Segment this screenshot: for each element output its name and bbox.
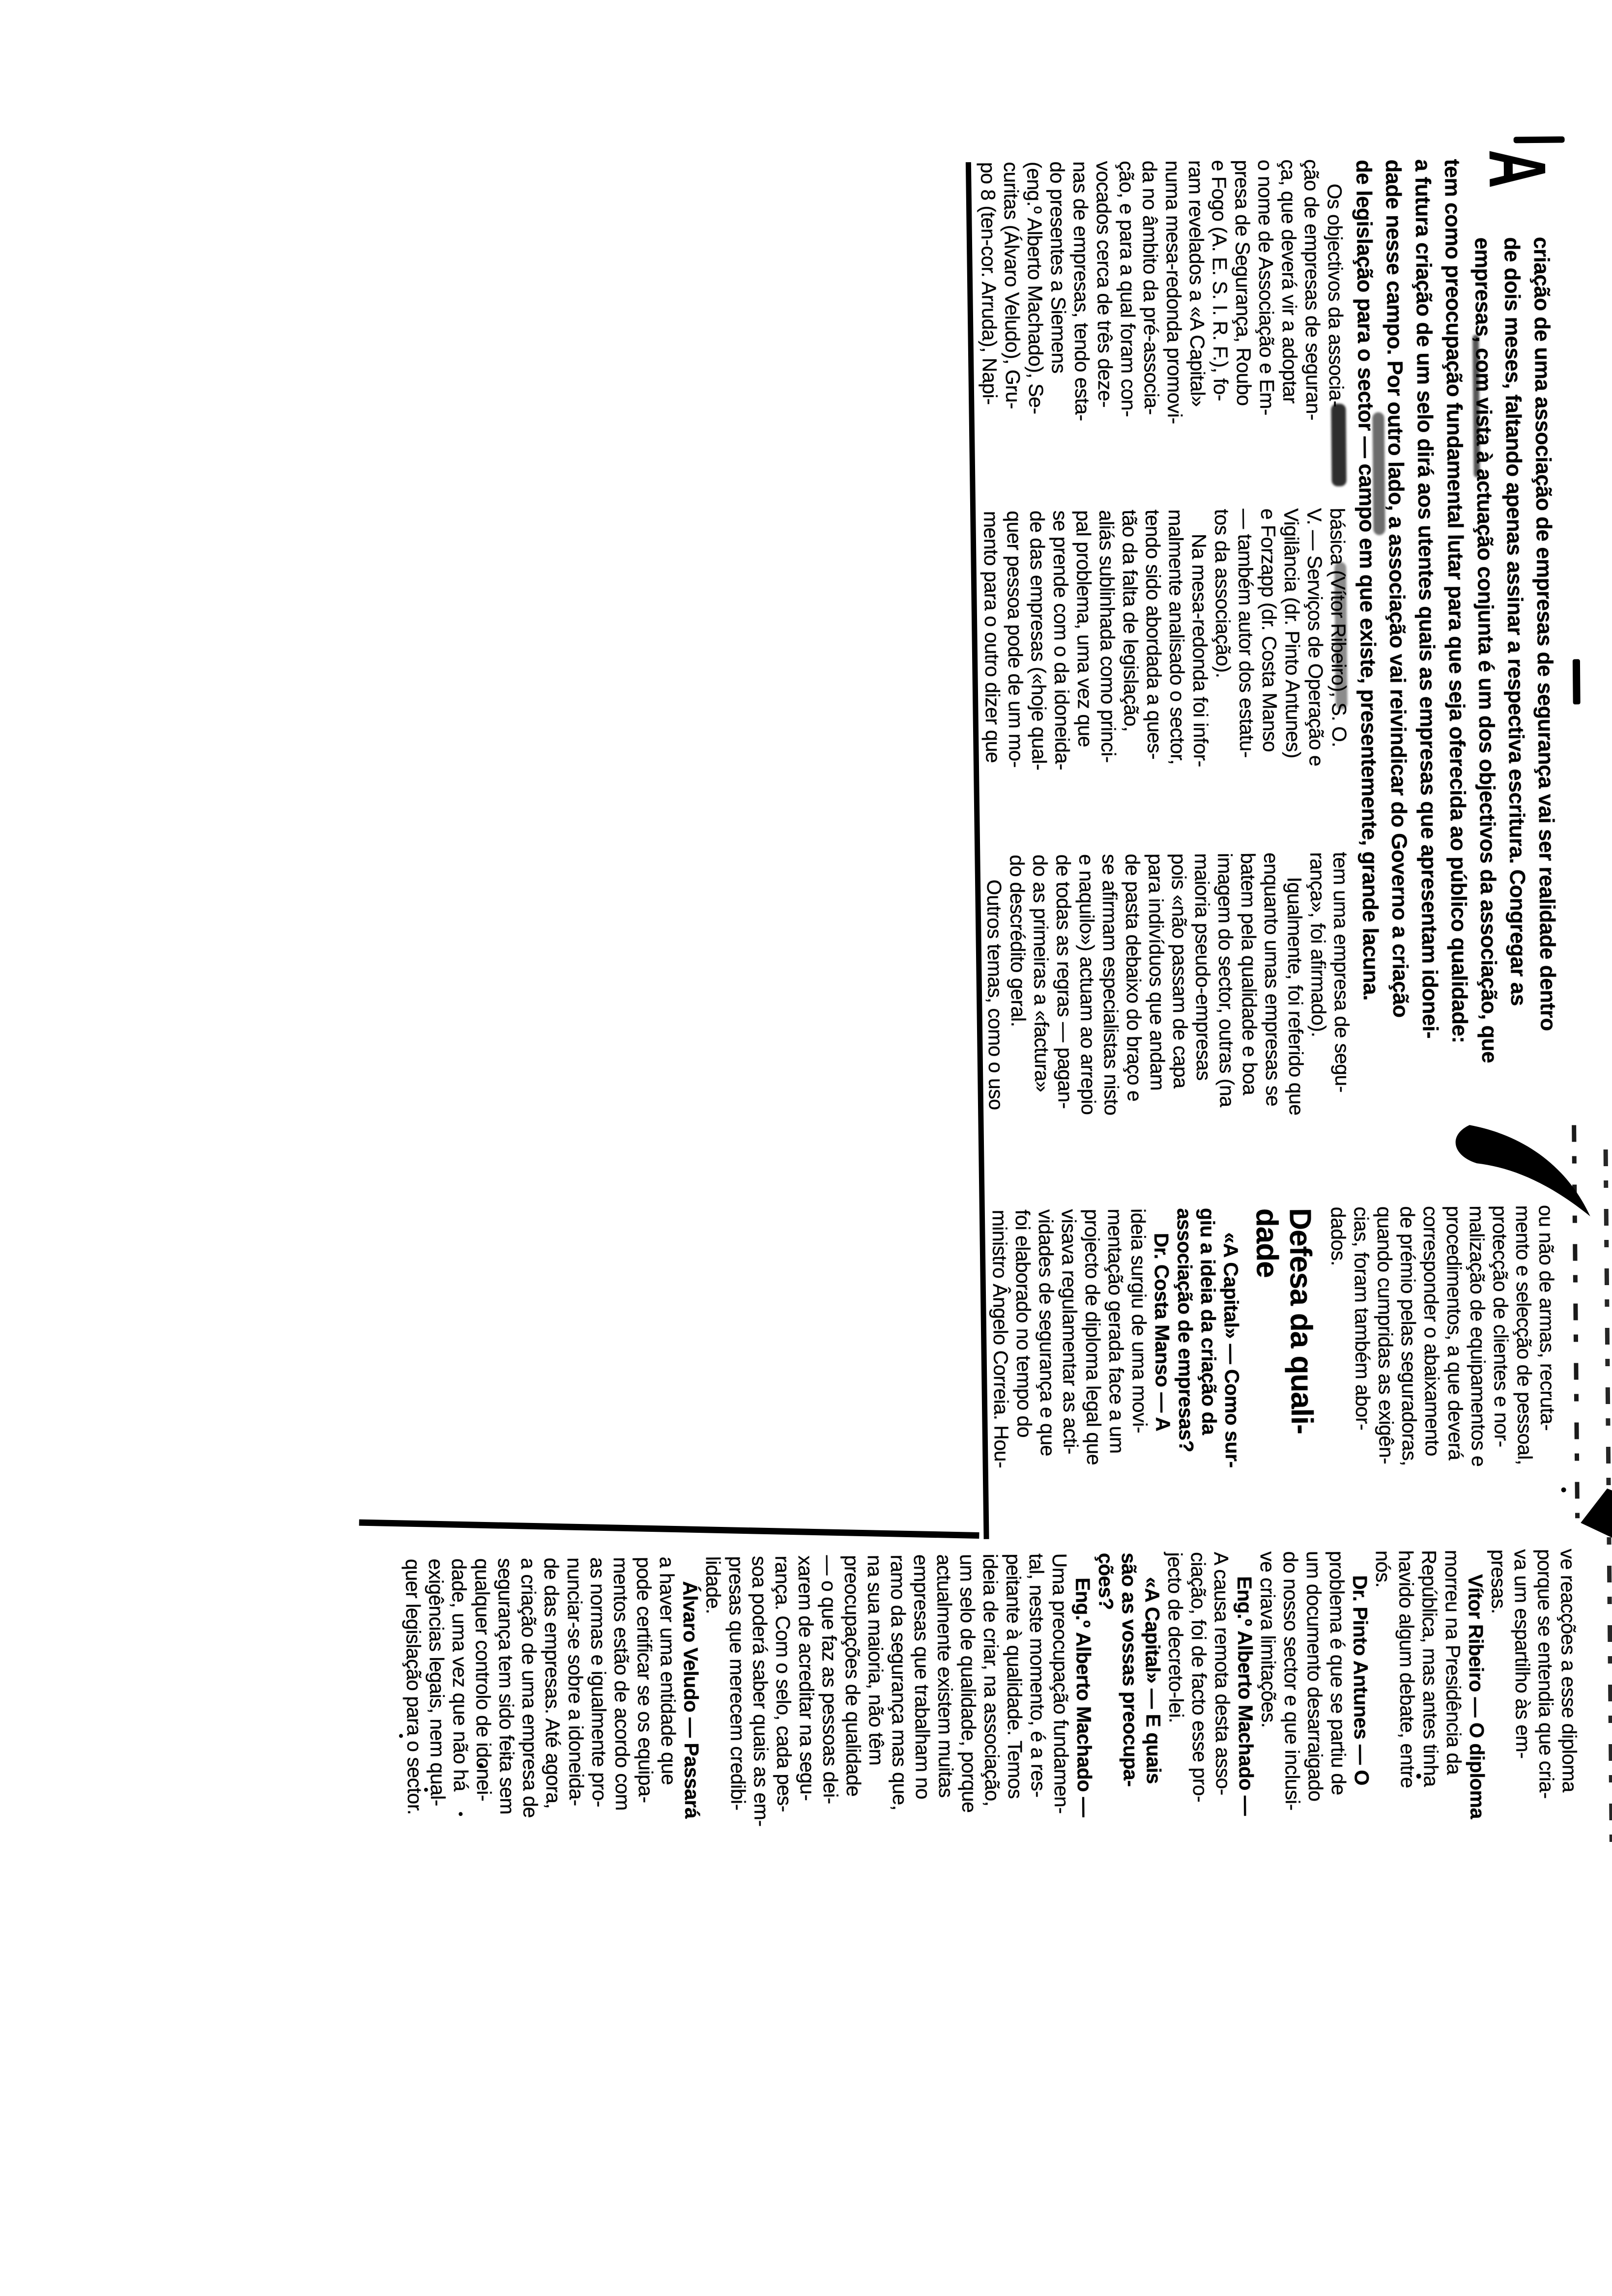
text-line: do nosso sector e que inclusi- (1279, 1551, 1304, 1811)
text-line: na sua maioria, não têm (863, 1554, 888, 1766)
text-line: ciação, foi de facto esse pro- (1186, 1551, 1212, 1803)
text-line: imagem do sector, outras (na (1213, 853, 1238, 1107)
text-line: (eng.º Alberto Machado), Se- (1022, 161, 1048, 414)
text-line: preocupações de qualidade (840, 1555, 865, 1797)
text-line: segurança tem sido feita sem (493, 1558, 519, 1815)
text-line: de das empresas. Até agora, (540, 1557, 565, 1809)
text-line: pois «não passam de capa (1167, 853, 1192, 1089)
torn-edge-mark (1573, 659, 1581, 704)
text-line: criação de uma associação de empresas de segurança vai ser realidade dentro (1529, 236, 1560, 1031)
text-line: ramo da segurança mas que, (886, 1554, 912, 1810)
text-line: do descrédito geral. (1006, 855, 1030, 1027)
text-line: corresponder o abaixamento (1419, 1205, 1444, 1457)
text-line: básica (Vítor Ribeiro), S. O. (1326, 508, 1351, 747)
text-line: malmente analisado o sector, (1164, 509, 1189, 765)
text-line: protecção de clientes e nor- (1488, 1205, 1513, 1447)
text-line: havido algum debate, entre (1394, 1550, 1419, 1788)
text-line: um selo de qualidade, porque (955, 1554, 981, 1813)
text-line: são as vossas preocupa- (1117, 1552, 1142, 1787)
text-line: do presentes a Siemens (1045, 161, 1070, 373)
text-line: ideia de criar, na associação, (979, 1553, 1004, 1807)
text-line: ve criava limitações. (1256, 1551, 1280, 1728)
column-rule-vertical (359, 1520, 979, 1539)
text-line: ça, que deverá vir a adoptar (1276, 159, 1302, 404)
text-line: Álvaro Veludo — Passará (679, 1580, 704, 1819)
text-line: tem como preocupação fundamental lutar para que seja oferecida ao público qualidade: (1439, 159, 1472, 1043)
text-line: Os objectivos da associa- (1323, 183, 1348, 407)
text-line: «A Capital» — E quais (1141, 1577, 1165, 1784)
text-line: exigências legais, nem qual- (424, 1558, 450, 1807)
text-line: Dr. Pinto Antunes — O (1349, 1575, 1373, 1786)
text-line: Eng.º Alberto Machado — (1233, 1576, 1258, 1816)
text-line: pal problema, uma vez que (1072, 510, 1097, 747)
text-line: rança», foi afirmado). (1306, 852, 1330, 1037)
section-heading (1250, 1208, 1320, 1536)
text-line: batem pela qualidade e boa (1237, 852, 1262, 1095)
text-line: soa poderá saber quais as em- (748, 1555, 773, 1827)
text-line: de pasta debaixo do braço e (1121, 854, 1146, 1102)
text-line: dados. (1326, 1206, 1350, 1266)
text-line: vocados cerca de três deze- (1092, 161, 1117, 408)
text-line: ção de empresas de seguran- (1299, 159, 1325, 421)
text-line: Eng.º Alberto Machado — (1071, 1577, 1096, 1817)
text-line: ção, e para a qual foram con- (1115, 161, 1140, 417)
text-line: e Fogo (A. E. S. I. R. F.), fo- (1207, 160, 1233, 402)
text-line: mento e selecção de pessoal, (1511, 1205, 1537, 1465)
column-4-lower-text (988, 1207, 1245, 1538)
article-column-4 (988, 1205, 1560, 1538)
text-line: giu a ideia da criação da (1196, 1207, 1221, 1435)
text-line: Igualmente, foi referido que (1283, 877, 1308, 1116)
article-column-5 (401, 1549, 1582, 1887)
text-line: — também autor dos estatu- (1234, 508, 1259, 758)
text-line: quer legislação para o sector. (401, 1558, 427, 1815)
text-line: para indivíduos que andam (1144, 853, 1169, 1091)
text-line: a criação de uma empresa de (517, 1557, 542, 1818)
text-line: nas de empresas, tendo esta- (1068, 161, 1094, 421)
text-line: visava regulamentar as acti- (1057, 1209, 1082, 1455)
text-line: a futura criação de um selo dirá aos utentes quais as empresas que apresentam idonei- (1410, 159, 1442, 1039)
text-line: ve reacções a esse diploma (1556, 1549, 1581, 1792)
text-line: Vigilância (dr. Pinto Antunes) (1280, 508, 1305, 759)
text-line: malização de equipamentos e (1465, 1205, 1491, 1467)
text-line: tão da falta de legislação, (1118, 510, 1143, 732)
text-line: dade nesse campo. Por outro lado, a associação vai reivindicar do Governo a criação (1381, 159, 1413, 1018)
text-line: e Forzapp (dr. Costa Manso (1257, 508, 1282, 752)
text-line: da no âmbito da pré-associa- (1138, 160, 1163, 415)
text-line: presas que merecem credibi- (724, 1556, 750, 1810)
article-column-3 (982, 852, 1354, 1183)
text-line: peitante à qualidade. Temos (1002, 1553, 1027, 1799)
text-line: de prémio pelas seguradoras, (1396, 1206, 1421, 1466)
text-line: e naquilo») actuam ao arrepio (1075, 854, 1100, 1115)
text-line: associação de empresas? (1173, 1208, 1198, 1453)
text-line: foi elaborado no tempo do (1011, 1209, 1036, 1438)
text-line: o nome de Associação e Em- (1253, 159, 1279, 416)
text-line: tos da associação). (1210, 509, 1235, 678)
text-line: enquanto umas empresas se (1260, 852, 1285, 1107)
text-line: presa de Segurança, Roubo (1230, 160, 1256, 406)
text-line: maioria pseudo-empresas (1190, 853, 1215, 1081)
text-line: um documento desarraigado (1302, 1550, 1327, 1802)
text-line: se afirmam especialistas nisto (1098, 854, 1123, 1116)
lede-paragraph (1349, 158, 1564, 1153)
ink-smear-mark (1514, 136, 1565, 143)
text-line: dade, uma vez que não há (447, 1558, 472, 1791)
text-line: lidade. (701, 1556, 725, 1614)
text-line: empresas, com vista à actuação conjunta é um dos objectivos da associação, que (1470, 237, 1502, 1063)
text-line: ou não de armas, recruta- (1534, 1205, 1559, 1431)
text-line: jecto de decreto-lei. (1163, 1552, 1188, 1723)
text-line: actualmente existem muitas (932, 1554, 958, 1798)
text-line: Dr. Costa Manso — A (1150, 1233, 1175, 1432)
text-line: tem uma empresa de segu- (1329, 852, 1354, 1093)
text-line: Uma preocupação fundamen- (1048, 1553, 1073, 1814)
text-line: morreu na Presidência da (1440, 1550, 1466, 1775)
drop-cap-letter: A (1472, 149, 1563, 189)
text-line: a haver uma entidade que (655, 1556, 680, 1785)
column-4-upper-text (1326, 1205, 1560, 1535)
text-line: presas. (1487, 1549, 1510, 1614)
text-line: rança. Com o selo, cada pes- (771, 1555, 796, 1812)
text-line: se prende com o da idoneida- (1049, 510, 1074, 771)
text-line: mento para o outro dizer que (979, 511, 1005, 763)
text-line: quando cumpridas as exigên- (1373, 1206, 1398, 1464)
text-line: Outros temas, como o uso (982, 879, 1008, 1110)
text-line: República, mas antes tinha (1417, 1550, 1442, 1787)
text-line: problema é que se partiu de (1325, 1550, 1351, 1795)
text-line: ministro Ângelo Correia. Hou- (988, 1209, 1013, 1468)
text-line: qualquer controlo de idonei- (470, 1558, 496, 1802)
text-line: Vítor Ribeiro — O diploma (1464, 1574, 1489, 1819)
text-line: empresas que trabalham no (909, 1554, 935, 1800)
text-line: de dois meses, faltando apenas assinar a respectiva escritura. Congregar as (1499, 237, 1531, 1006)
text-line: vidades de segurança e que (1034, 1209, 1059, 1457)
text-line: xarem de acreditar na segu- (794, 1555, 819, 1801)
text-line: Defesa da quali- (1283, 1207, 1319, 1435)
text-line: procedimentos, a que deverá (1442, 1205, 1468, 1461)
text-line: mentos estão de acordo com (609, 1557, 634, 1811)
text-line: numa mesa-redonda promovi- (1161, 160, 1186, 424)
text-line: as normas e igualmente pro- (586, 1557, 611, 1808)
text-line: mentação gerada face a um (1103, 1208, 1128, 1454)
text-line: nunciar-se sobre a idoneida- (563, 1557, 588, 1807)
text-line: do as primeiras a «factura» (1029, 854, 1054, 1092)
text-line: cias, foram também abor- (1350, 1206, 1375, 1431)
text-line: ram revelados a «A Capital» (1184, 160, 1209, 407)
article-column-1 (976, 159, 1349, 490)
text-line: curitas (Álvaro Veludo), Gru- (999, 162, 1025, 409)
text-line: de das empresas («hoje qual- (1026, 510, 1051, 771)
text-line: projecto de diploma legal que (1080, 1208, 1106, 1465)
text-line: ções? (1094, 1552, 1118, 1610)
text-line: quer pessoa pode de um mo- (1003, 511, 1028, 768)
text-line: A causa remota desta asso- (1209, 1551, 1235, 1796)
text-line: — o que faz as pessoas dei- (817, 1555, 842, 1804)
text-line: pode certificar se os equipa- (632, 1556, 658, 1803)
text-line: V. — Serviços de Operação e (1303, 508, 1328, 767)
text-line: de legislação para o sector — campo em que existe, presentemente, grande lacuna. (1351, 159, 1383, 1001)
text-line: porque se entendia que cria- (1533, 1549, 1558, 1799)
text-line: va um espartilho às em- (1510, 1549, 1535, 1759)
text-line: Na mesa-redonda foi infor- (1187, 533, 1212, 767)
text-line: nós. (1371, 1550, 1395, 1588)
article-column-2 (979, 508, 1352, 839)
text-line: dade (1249, 1208, 1284, 1278)
text-line: ideia surgiu de uma movi- (1126, 1208, 1151, 1434)
text-line: tal, neste momento, é a res- (1025, 1553, 1050, 1798)
text-line: aliás sublinhada como princi- (1095, 510, 1120, 763)
text-line: tendo sido abordada a ques- (1141, 509, 1166, 760)
text-line: de todas as regras — pagan- (1052, 854, 1077, 1109)
text-line: «A Capital» — Como sur- (1219, 1232, 1244, 1468)
text-line: po 8 (ten-cor. Arruda), Napi- (976, 162, 1002, 405)
